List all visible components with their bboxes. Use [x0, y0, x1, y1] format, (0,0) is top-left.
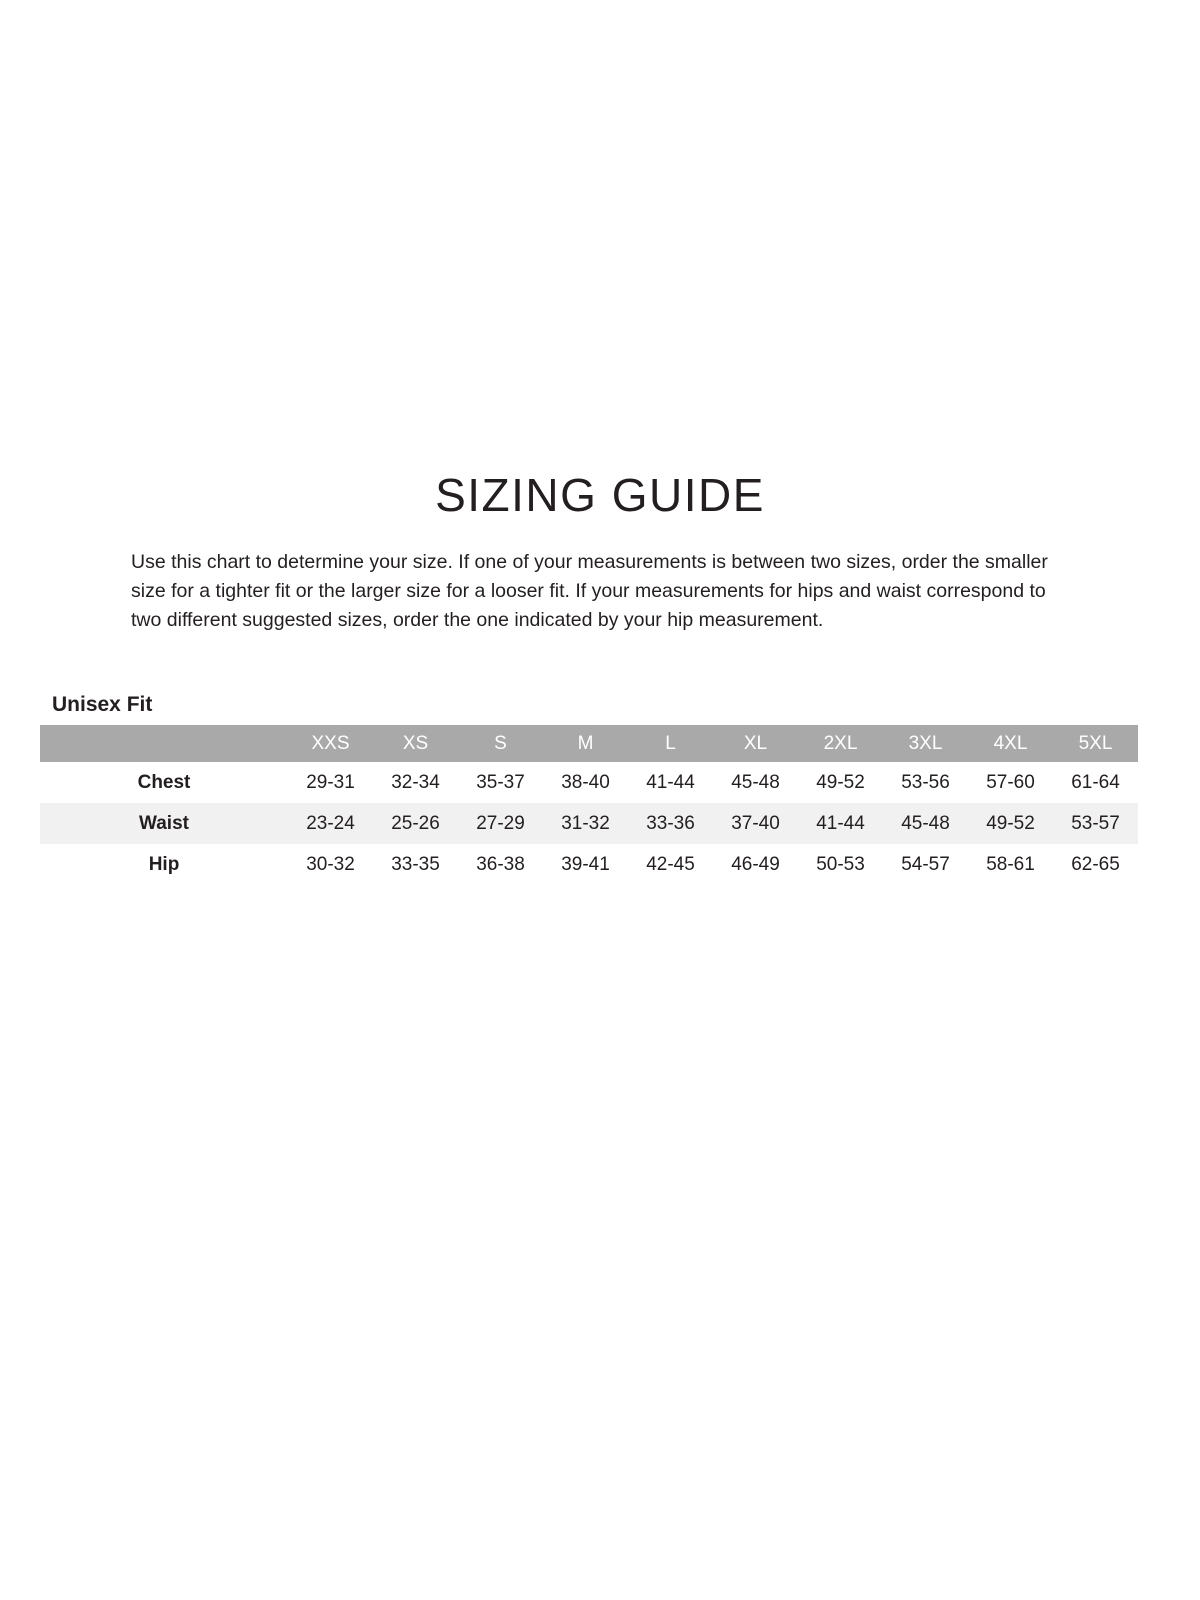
size-value-cell: 45-48: [731, 771, 780, 793]
size-value-cell: 30-32: [306, 853, 355, 875]
size-value-cell: 53-57: [1071, 812, 1120, 834]
column-header-5xl: 5XL: [1053, 725, 1138, 762]
size-value-cell: 53-56: [901, 771, 950, 793]
table-row-waist: [40, 803, 1138, 844]
page-title: SIZING GUIDE: [435, 469, 765, 521]
size-value-cell: 41-44: [646, 771, 695, 793]
size-value-cell: 49-52: [816, 771, 865, 793]
table-row-chest: [40, 762, 1138, 803]
size-value-cell: 29-31: [306, 771, 355, 793]
column-header-xxs: XXS: [288, 725, 373, 762]
size-value-cell: 54-57: [901, 853, 950, 875]
size-value-cell: 35-37: [476, 771, 525, 793]
size-value-cell: 49-52: [986, 812, 1035, 834]
column-header-3xl: 3XL: [883, 725, 968, 762]
size-value-cell: 46-49: [731, 853, 780, 875]
size-value-cell: 37-40: [731, 812, 780, 834]
size-value-cell: 57-60: [986, 771, 1035, 793]
size-value-cell: 58-61: [986, 853, 1035, 875]
column-header-l: L: [628, 725, 713, 762]
row-label-chest: Chest: [137, 771, 191, 793]
row-label-hip: Hip: [148, 853, 180, 875]
size-value-cell: 41-44: [816, 812, 865, 834]
size-value-cell: 33-36: [646, 812, 695, 834]
column-header-s: S: [458, 725, 543, 762]
column-header-xs: XS: [373, 725, 458, 762]
intro-paragraph: Use this chart to determine your size. If one of your measurements is between two sizes, order the smaller size for a tighter fit or the larger size for a looser fit. If your measurements for hips and waist correspond to two different suggested sizes, order the one indicated by your hip measurement.: [131, 551, 1048, 631]
column-header-m: M: [543, 725, 628, 762]
size-table-body: [40, 762, 1138, 885]
size-value-cell: 39-41: [561, 853, 610, 875]
section-heading-unisex-fit: Unisex Fit: [52, 693, 153, 716]
size-table-head: [40, 725, 1138, 762]
size-value-cell: 27-29: [476, 812, 525, 834]
column-header-4xl: 4XL: [968, 725, 1053, 762]
size-value-cell: 33-35: [391, 853, 440, 875]
size-value-cell: 42-45: [646, 853, 695, 875]
column-header-xl: XL: [713, 725, 798, 762]
table-row-hip: [40, 844, 1138, 885]
size-value-cell: 31-32: [561, 812, 610, 834]
size-value-cell: 36-38: [476, 853, 525, 875]
row-label-waist: Waist: [139, 812, 189, 834]
size-value-cell: 25-26: [391, 812, 440, 834]
size-value-cell: 50-53: [816, 853, 865, 875]
column-header-2xl: 2XL: [798, 725, 883, 762]
size-value-cell: 23-24: [306, 812, 355, 834]
size-table-header-row: [40, 725, 1138, 762]
column-header-blank: [40, 725, 288, 762]
size-value-cell: 61-64: [1071, 771, 1120, 793]
size-table: [40, 725, 1138, 885]
size-value-cell: 38-40: [561, 771, 610, 793]
size-value-cell: 45-48: [901, 812, 950, 834]
size-value-cell: 62-65: [1071, 853, 1120, 875]
size-value-cell: 32-34: [391, 771, 440, 793]
